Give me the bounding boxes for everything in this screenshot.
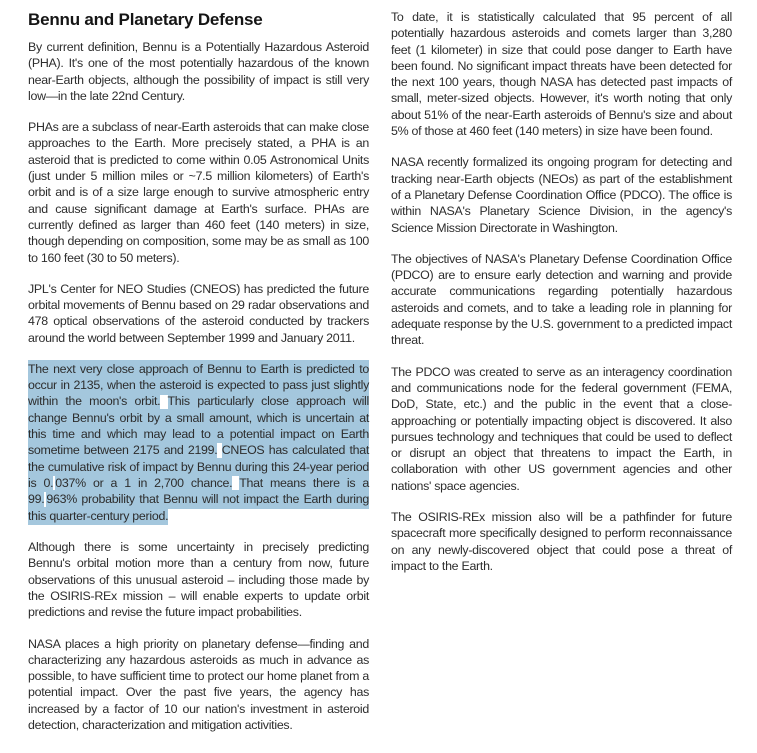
highlighted-paragraph (28, 361, 369, 524)
paragraph-pdco-role: The PDCO was created to serve as an interagency coordination and communications node for the federal government (FEMA, DoD, State, etc.) and the public in the event that a close-approaching or potentially impacting object is discovered. It also pursues technology and techniques that could be used to deflect or disrupt an object that threatens to impact the Earth, in collaboration with other US government agencies and other nations' space agencies. (391, 364, 732, 493)
highlighted-text-segment: CNEOS has calculated that the cumulative risk of impact by Bennu during this 24-year period is 0. (28, 441, 369, 492)
paragraph-pha-subclass: PHAs are a subclass of near-Earth asteroids that can make close approaches to the Earth. More precisely stated, a PHA is an asteroid that is predicted to come within 0.05 Astronomical Units (just under 5 million miles or ~7.5 million kilometers) of Earth's orbit and is of a size large enough to survive atmospheric entry and cause significant damage at Earth's surface. PHAs are currently defined as larger than 460 feet (140 meters) in size, though depending on composition, some may be as small as 100 to 160 feet (30 to 50 meters). (28, 120, 369, 265)
paragraph-pdco-objectives: The objectives of NASA's Planetary Defense Coordination Office (PDCO) are to ensure early detection and warning and provide accurate communications regarding potentially hazardous asteroids and comets, and to take a leading role in planning for adequate response by the U.S. government to a predicted impact threat. (391, 251, 732, 348)
highlighted-text-segment: This particularly close approach will change Bennu's orbit by a small amount, which is uncertain at this time and which may lead to a potential impact on Earth sometime between 2175 and 2199. (28, 392, 369, 459)
right-column (391, 9, 732, 733)
highlighted-text-segment: 037% or a 1 in 2,700 chance. (55, 474, 232, 492)
paragraph-statistics: To date, it is statistically calculated that 95 percent of all potentially hazardous asteroids and comets larger than 3,280 feet (1 kilometer) in size that could pose danger to Earth have been found. No significant impact threats have been detected for the next 100 years, though NASA has detected past impacts of small, meter-sized objects. However, it's worth noting that only about 51% of the near-Earth asteroids of Bennu's size and about 5% of those at 460 feet (140 meters) in size have been found. (391, 10, 732, 139)
paragraph-orbit-uncertainty: Although there is some uncertainty in precisely predicting Bennu's orbital motion more than a century from now, future observations of this unusual asteroid – including those made by the OSIRIS-REx mission – will enable experts to update orbit predictions and revise the future impact probabilities. (28, 540, 369, 620)
paragraph-cneos-predictions: JPL's Center for NEO Studies (CNEOS) has predicted the future orbital movements of Bennu based on 29 radar observations and 478 optical observations of the asteroid conducted by trackers around the world between September 1999 and January 2011. (28, 281, 369, 345)
paragraph-osiris-rex-pathfinder: The OSIRIS-REx mission also will be a pathfinder for future spacecraft more specifically designed to perform reconnaissance on any newly-discovered object that could pose a threat of impact to the Earth. (391, 510, 732, 573)
paragraph-neo-program: NASA recently formalized its ongoing program for detecting and tracking near-Earth objects (NEOs) as part of the establishment of a Planetary Defense Coordination Office (PDCO). The office is within NASA's Planetary Science Division, in the agency's Science Mission Directorate in Washington. (391, 155, 732, 235)
paragraph-bennu-definition: By current definition, Bennu is a Potentially Hazardous Asteroid (PHA). It's one of the most potentially hazardous of the known near-Earth objects, although the possibility of impact is still very low—in the late 22nd Century. (28, 40, 369, 103)
highlighted-text-segment: 963% probability that Bennu will not impact the Earth during this quarter-century period. (28, 490, 369, 525)
page-title: Bennu and Planetary Defense (28, 10, 263, 29)
paragraph-nasa-priority: NASA places a high priority on planetary defense—finding and characterizing any hazardous asteroids as much in advance as possible, to have sufficient time to protect our home planet from a potential impact. Over the past five years, the agency has increased by a factor of 10 our nation's investment in asteroid detection, characterization and mitigation activities. (28, 636, 369, 732)
highlighted-text-segment: That means there is a 99. (28, 474, 369, 509)
highlighted-text-segment: The next very close approach of Bennu to Earth is predicted to occur in 2135, when the asteroid is expected to pass just slightly within the moon's orbit. (28, 360, 369, 411)
left-column (28, 9, 369, 733)
